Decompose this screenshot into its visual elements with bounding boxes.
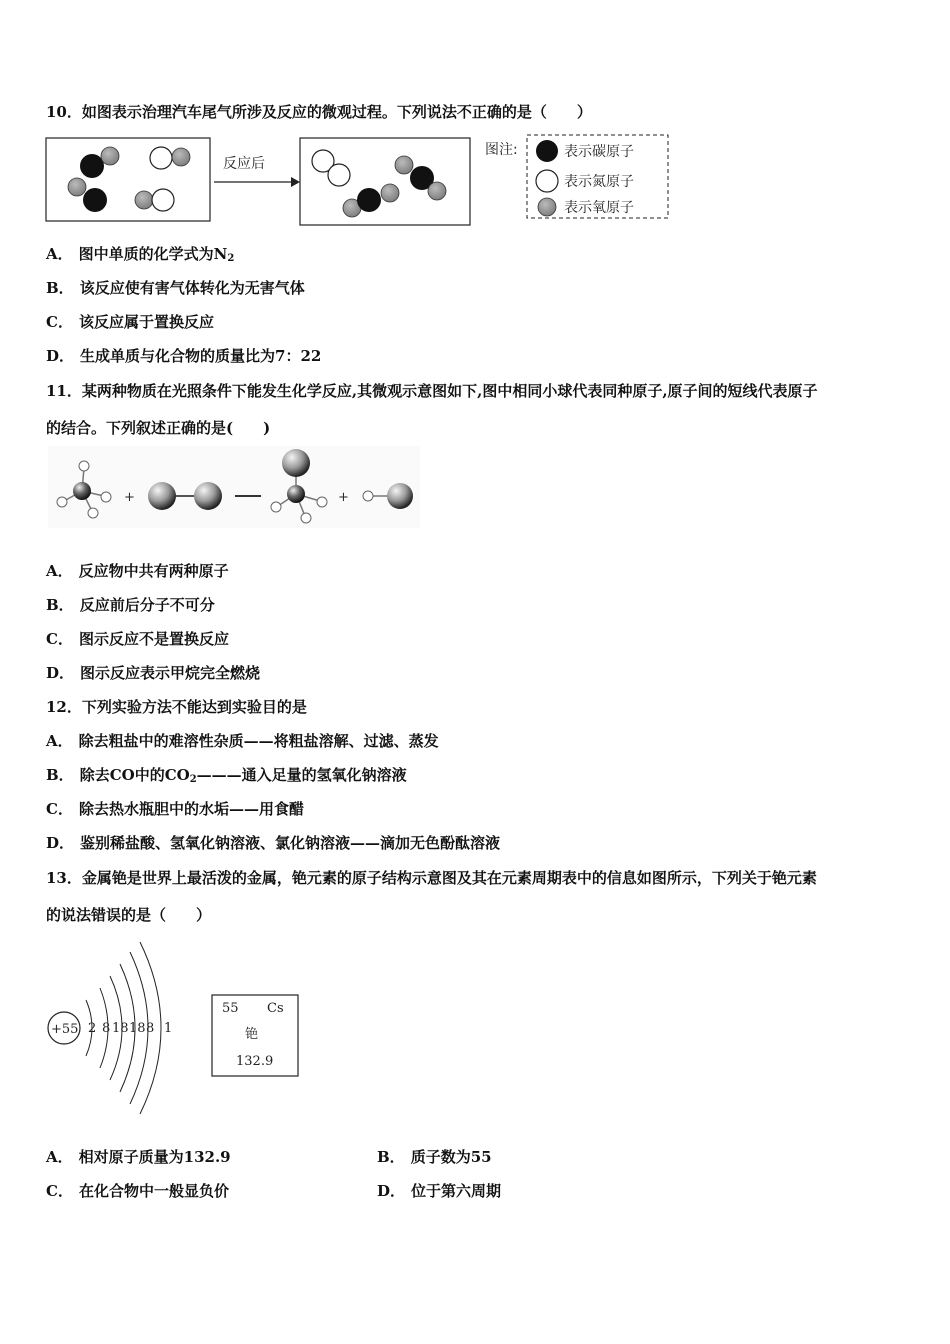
- atomic-number: 55: [222, 1001, 239, 1016]
- shell-electrons: 8: [102, 1021, 111, 1036]
- carbon-atom: [83, 188, 107, 212]
- carbon-atom: [357, 188, 381, 212]
- oxygen-atom: [101, 147, 119, 165]
- q10-figure: [40, 130, 680, 230]
- subscript: 2: [189, 774, 197, 785]
- option-letter: A．: [46, 732, 73, 750]
- subscript: 2: [227, 253, 235, 264]
- q13-option-c: [46, 1181, 229, 1201]
- option-text: 鉴别稀盐酸、氢氧化钠溶液、氯化钠溶液——滴加无色酚酞溶液: [80, 834, 501, 852]
- option-letter: D．: [46, 664, 75, 682]
- oxygen-atom: [135, 191, 153, 209]
- option-text: 图示反应不是置换反应: [78, 630, 229, 648]
- arrow-head-icon: [291, 177, 300, 187]
- option-text: 反应物中共有两种原子: [78, 562, 229, 580]
- option-text: 相对原子质量为132.9: [78, 1148, 231, 1166]
- oxygen-atom: [428, 182, 446, 200]
- q13-option-a: [46, 1147, 231, 1167]
- q11-figure: [48, 446, 420, 528]
- option-letter: C．: [46, 1182, 73, 1200]
- oxygen-atom: [381, 184, 399, 202]
- option-letter: B．: [377, 1148, 405, 1166]
- q13-option-d: [377, 1181, 501, 1201]
- legend-nitrogen-label: 表示氮原子: [564, 174, 634, 190]
- q11-option-a: [46, 561, 229, 581]
- nitrogen-atom: [328, 164, 350, 186]
- q13-option-b: [377, 1147, 492, 1167]
- nucleus-charge: +55: [51, 1022, 79, 1037]
- arrow-label: 反应后: [223, 156, 265, 172]
- q10-stem: 10．如图表示治理汽车尾气所涉及反应的微观过程。下列说法不正确的是（ ）: [46, 103, 592, 121]
- nitrogen-atom: [152, 189, 174, 211]
- shell-electrons: 2: [88, 1021, 97, 1036]
- legend-carbon-label: 表示碳原子: [564, 144, 634, 160]
- option-letter: D．: [377, 1182, 406, 1200]
- option-letter: B．: [46, 279, 74, 297]
- q12-option-c: [46, 799, 304, 819]
- legend-carbon-icon: [536, 140, 558, 162]
- plus-sign: +: [124, 490, 135, 505]
- q11-option-d: [46, 663, 260, 683]
- option-text: 除去热水瓶胆中的水垢——用食醋: [78, 800, 304, 818]
- option-letter: A．: [46, 1148, 73, 1166]
- q11-option-b: [46, 595, 215, 615]
- option-letter: B．: [46, 596, 74, 614]
- shell-electrons: 8: [146, 1021, 155, 1036]
- option-letter: A．: [46, 562, 73, 580]
- oxygen-atom: [68, 178, 86, 196]
- legend-nitrogen-icon: [536, 170, 558, 192]
- option-letter: B．: [46, 766, 74, 784]
- element-name: 铯: [245, 1027, 259, 1042]
- q11-option-c: [46, 629, 229, 649]
- q10-option-c: [46, 312, 214, 332]
- legend-oxygen-icon: [538, 198, 556, 216]
- oxygen-atom: [395, 156, 413, 174]
- q11-stem-line1: 11．某两种物质在光照条件下能发生化学反应,其微观示意图如下,图中相同小球代表同种原子,原子间的短线代表原子: [46, 382, 818, 400]
- q13-stem-line1: 13．金属铯是世界上最活泼的金属，铯元素的原子结构示意图及其在元素周期表中的信息如图所示，下列关于铯元素: [46, 869, 817, 887]
- q12-option-d: [46, 833, 500, 853]
- element-card: [212, 995, 298, 1076]
- option-text: 除去粗盐中的难溶性杂质——将粗盐溶解、过滤、蒸发: [78, 732, 439, 750]
- element-symbol: Cs: [267, 1001, 284, 1016]
- shell-electrons: 18: [129, 1021, 146, 1036]
- shell-electrons: 18: [112, 1021, 129, 1036]
- q10-option-a: [46, 244, 234, 269]
- q12-option-b: [46, 765, 407, 790]
- option-text: 质子数为55: [410, 1148, 492, 1166]
- atomic-mass: 132.9: [236, 1054, 274, 1069]
- q12-stem: 12．下列实验方法不能达到实验目的是: [46, 698, 307, 716]
- option-text: 图中单质的化学式为N: [78, 245, 228, 263]
- option-text: 在化合物中一般显负价: [78, 1182, 229, 1200]
- option-text: 图示反应表示甲烷完全燃烧: [80, 664, 261, 682]
- shell-electrons: 1: [164, 1021, 173, 1036]
- q10-option-d: [46, 346, 321, 366]
- option-letter: A．: [46, 245, 73, 263]
- carbon-atom: [80, 154, 104, 178]
- plus-sign: +: [338, 490, 349, 505]
- option-text: ———通入足量的氢氧化钠溶液: [196, 766, 407, 784]
- option-text: 除去CO中的CO: [79, 766, 190, 784]
- legend-oxygen-label: 表示氧原子: [564, 200, 634, 216]
- legend-title: 图注:: [485, 142, 518, 158]
- atom-structure-diagram: [48, 942, 172, 1114]
- oxygen-atom: [172, 148, 190, 166]
- nitrogen-atom: [150, 147, 172, 169]
- option-letter: C．: [46, 313, 73, 331]
- option-letter: D．: [46, 834, 75, 852]
- q13-figure: [42, 940, 312, 1115]
- q10-option-b: [46, 278, 305, 298]
- option-letter: C．: [46, 800, 73, 818]
- option-text: 反应前后分子不可分: [79, 596, 215, 614]
- q13-stem-line2: 的说法错误的是（ ）: [46, 906, 212, 924]
- option-text: 该反应使有害气体转化为无害气体: [79, 279, 305, 297]
- option-text: 生成单质与化合物的质量比为7：22: [80, 347, 322, 365]
- option-text: 位于第六周期: [411, 1182, 502, 1200]
- q11-stem-line2: 的结合。下列叙述正确的是( ): [46, 419, 271, 437]
- q12-option-a: [46, 731, 439, 751]
- option-letter: D．: [46, 347, 75, 365]
- option-letter: C．: [46, 630, 73, 648]
- option-text: 该反应属于置换反应: [78, 313, 214, 331]
